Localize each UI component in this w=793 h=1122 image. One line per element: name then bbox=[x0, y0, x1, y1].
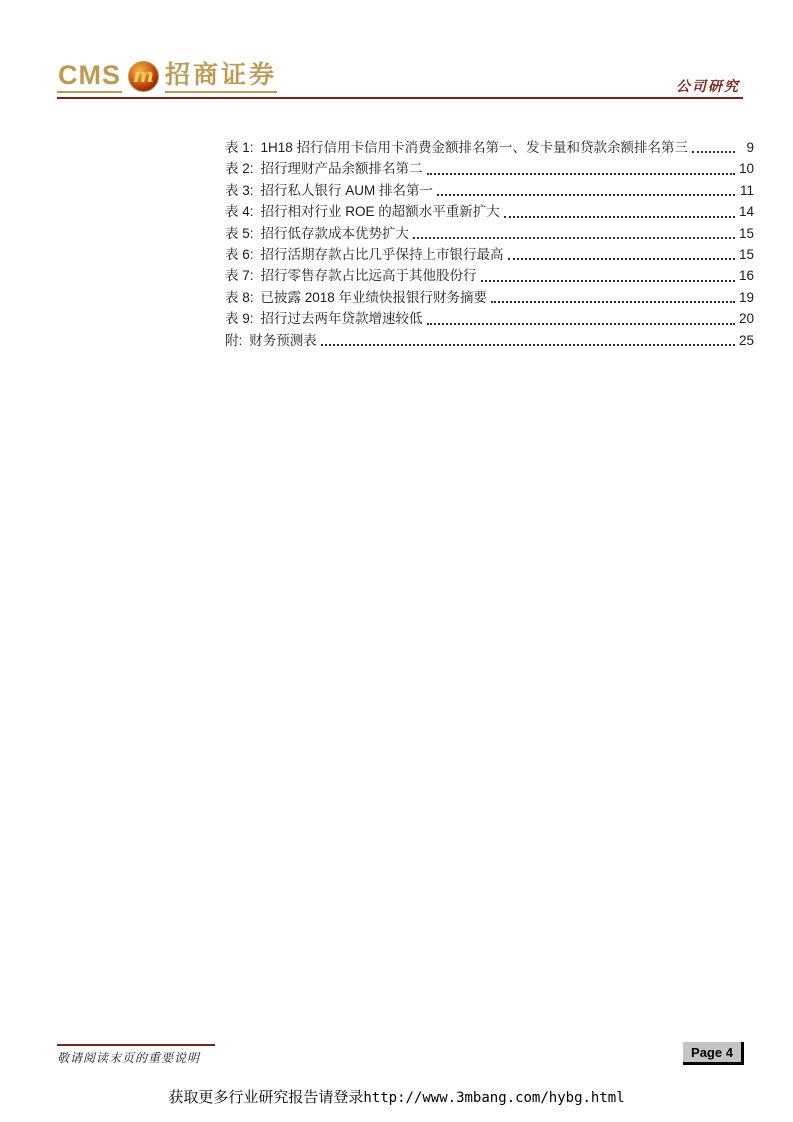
toc-entry-page: 25 bbox=[738, 332, 754, 348]
toc-entry-label: 表 1: bbox=[225, 140, 254, 155]
toc-entry-title: 招行活期存款占比几乎保持上市银行最高 bbox=[260, 246, 504, 262]
footer-disclaimer: 敬请阅读末页的重要说明 bbox=[57, 1051, 201, 1065]
toc-entry[interactable] bbox=[225, 223, 754, 244]
toc-leader-dots bbox=[491, 301, 735, 303]
toc-entry-page: 16 bbox=[738, 268, 754, 284]
toc-entry[interactable] bbox=[225, 180, 754, 201]
toc-entry[interactable] bbox=[225, 158, 754, 179]
toc-leader-dots bbox=[437, 194, 735, 196]
page-number-badge: Page 4 bbox=[683, 1042, 744, 1065]
toc-leader-dots bbox=[504, 216, 735, 218]
toc-entry[interactable] bbox=[225, 308, 754, 329]
header-divider bbox=[57, 97, 743, 99]
toc-entry-title: 财务预测表 bbox=[249, 332, 317, 348]
toc-entry-title: 招行低存款成本优势扩大 bbox=[260, 225, 410, 241]
toc-leader-dots bbox=[427, 323, 735, 325]
watermark-url[interactable]: http://www.3mbang.com/hybg.html bbox=[363, 1090, 625, 1106]
toc-entry-label: 表 6: bbox=[225, 246, 254, 262]
toc-entry-label: 表 2: bbox=[225, 161, 254, 177]
toc-leader-dots bbox=[321, 344, 735, 346]
cms-logo bbox=[57, 61, 277, 93]
toc-entry[interactable] bbox=[225, 137, 754, 158]
watermark-prefix: 获取更多行业研究报告请登录 bbox=[168, 1088, 364, 1106]
toc-entry-label: 附: bbox=[225, 332, 243, 348]
report-category-label: 公司研究 bbox=[676, 78, 740, 94]
toc-entry-page: 15 bbox=[738, 225, 754, 241]
toc-entry-label: 表 3: bbox=[225, 182, 254, 198]
toc-entry-label: 表 8: bbox=[225, 289, 254, 305]
toc-entry-label: 表 4: bbox=[225, 204, 254, 220]
cms-globe-m-glyph: m bbox=[132, 63, 155, 87]
toc-entry-title: 招行过去两年贷款增速较低 bbox=[260, 311, 423, 327]
toc-leader-dots bbox=[692, 151, 735, 153]
toc-entry-page: 15 bbox=[738, 246, 754, 262]
toc-entry-title: 1H18 招行信用卡信用卡消费金额排名第一、发卡量和贷款余额排名第三 bbox=[260, 140, 689, 155]
toc-entry-page: 20 bbox=[738, 311, 754, 327]
toc-entry-title: 已披露 2018 年业绩快报银行财务摘要 bbox=[260, 289, 488, 305]
table-of-contents bbox=[225, 137, 754, 351]
toc-entry-label: 表 7: bbox=[225, 268, 254, 284]
toc-entry-page: 19 bbox=[738, 289, 754, 305]
toc-entry-title: 招行理财产品余额排名第二 bbox=[260, 161, 423, 177]
cms-globe-icon bbox=[128, 61, 159, 92]
toc-entry-label: 表 5: bbox=[225, 225, 254, 241]
toc-entry-title: 招行相对行业 ROE 的超额水平重新扩大 bbox=[260, 204, 500, 220]
toc-entry[interactable] bbox=[225, 244, 754, 265]
toc-entry[interactable] bbox=[225, 201, 754, 222]
toc-entry-page: 11 bbox=[739, 182, 754, 198]
cms-logo-chinese: 招商证券 bbox=[165, 63, 277, 93]
toc-entry-page: 14 bbox=[738, 204, 754, 220]
toc-leader-dots bbox=[481, 280, 735, 282]
cms-logo-text: CMS bbox=[57, 62, 122, 93]
footer-divider bbox=[57, 1044, 215, 1046]
toc-entry-title: 招行零售存款占比远高于其他股份行 bbox=[260, 268, 477, 284]
toc-entry-page: 10 bbox=[738, 161, 754, 177]
toc-leader-dots bbox=[413, 237, 735, 239]
toc-leader-dots bbox=[508, 258, 735, 260]
toc-entry[interactable] bbox=[225, 265, 754, 286]
toc-entry-title: 招行私人银行 AUM 排名第一 bbox=[260, 182, 434, 198]
toc-entry-label: 表 9: bbox=[225, 311, 254, 327]
toc-leader-dots bbox=[427, 173, 735, 175]
toc-entry[interactable] bbox=[225, 330, 754, 351]
toc-entry-page: 9 bbox=[746, 140, 754, 155]
toc-entry[interactable] bbox=[225, 287, 754, 308]
watermark-line bbox=[0, 1086, 793, 1107]
